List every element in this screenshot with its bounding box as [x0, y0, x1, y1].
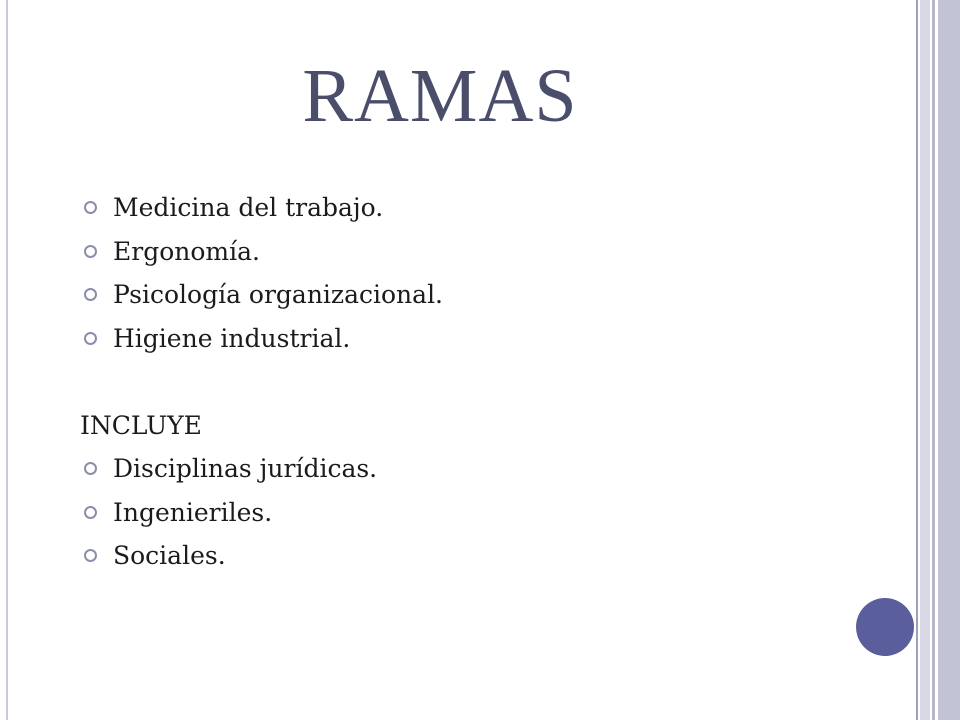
list-item-text: Sociales. — [113, 541, 226, 570]
hollow-circle-bullet-icon — [84, 201, 97, 214]
section-label: INCLUYE — [80, 410, 202, 440]
hollow-circle-bullet-icon — [84, 332, 97, 345]
list-item — [80, 186, 880, 230]
hollow-circle-bullet-icon — [84, 288, 97, 301]
right-stripe-4 — [938, 0, 960, 720]
list-item-text: Psicología organizacional. — [113, 280, 444, 309]
bullet-list — [80, 186, 880, 578]
hollow-circle-bullet-icon — [84, 549, 97, 562]
list-item — [80, 230, 880, 274]
list-item — [80, 273, 880, 317]
list-item — [80, 447, 880, 491]
list-item-text: Medicina del trabajo. — [113, 193, 384, 222]
filled-circle-decoration — [856, 598, 914, 656]
list-item — [80, 534, 880, 578]
hollow-circle-bullet-icon — [84, 506, 97, 519]
hollow-circle-bullet-icon — [84, 462, 97, 475]
list-item-text: Ingenieriles. — [113, 497, 273, 527]
slide-title: RAMAS — [302, 54, 578, 138]
list-spacer — [80, 360, 880, 404]
right-stripe-1 — [916, 0, 918, 720]
right-stripe-2 — [920, 0, 930, 720]
list-item-text: Higiene industrial. — [113, 323, 351, 353]
list-item — [80, 491, 880, 535]
list-item-text: Ergonomía. — [113, 236, 260, 266]
list-item-text: Disciplinas jurídicas. — [113, 454, 378, 483]
hollow-circle-bullet-icon — [84, 245, 97, 258]
list-item — [80, 317, 880, 361]
right-stripe-3 — [932, 0, 935, 720]
